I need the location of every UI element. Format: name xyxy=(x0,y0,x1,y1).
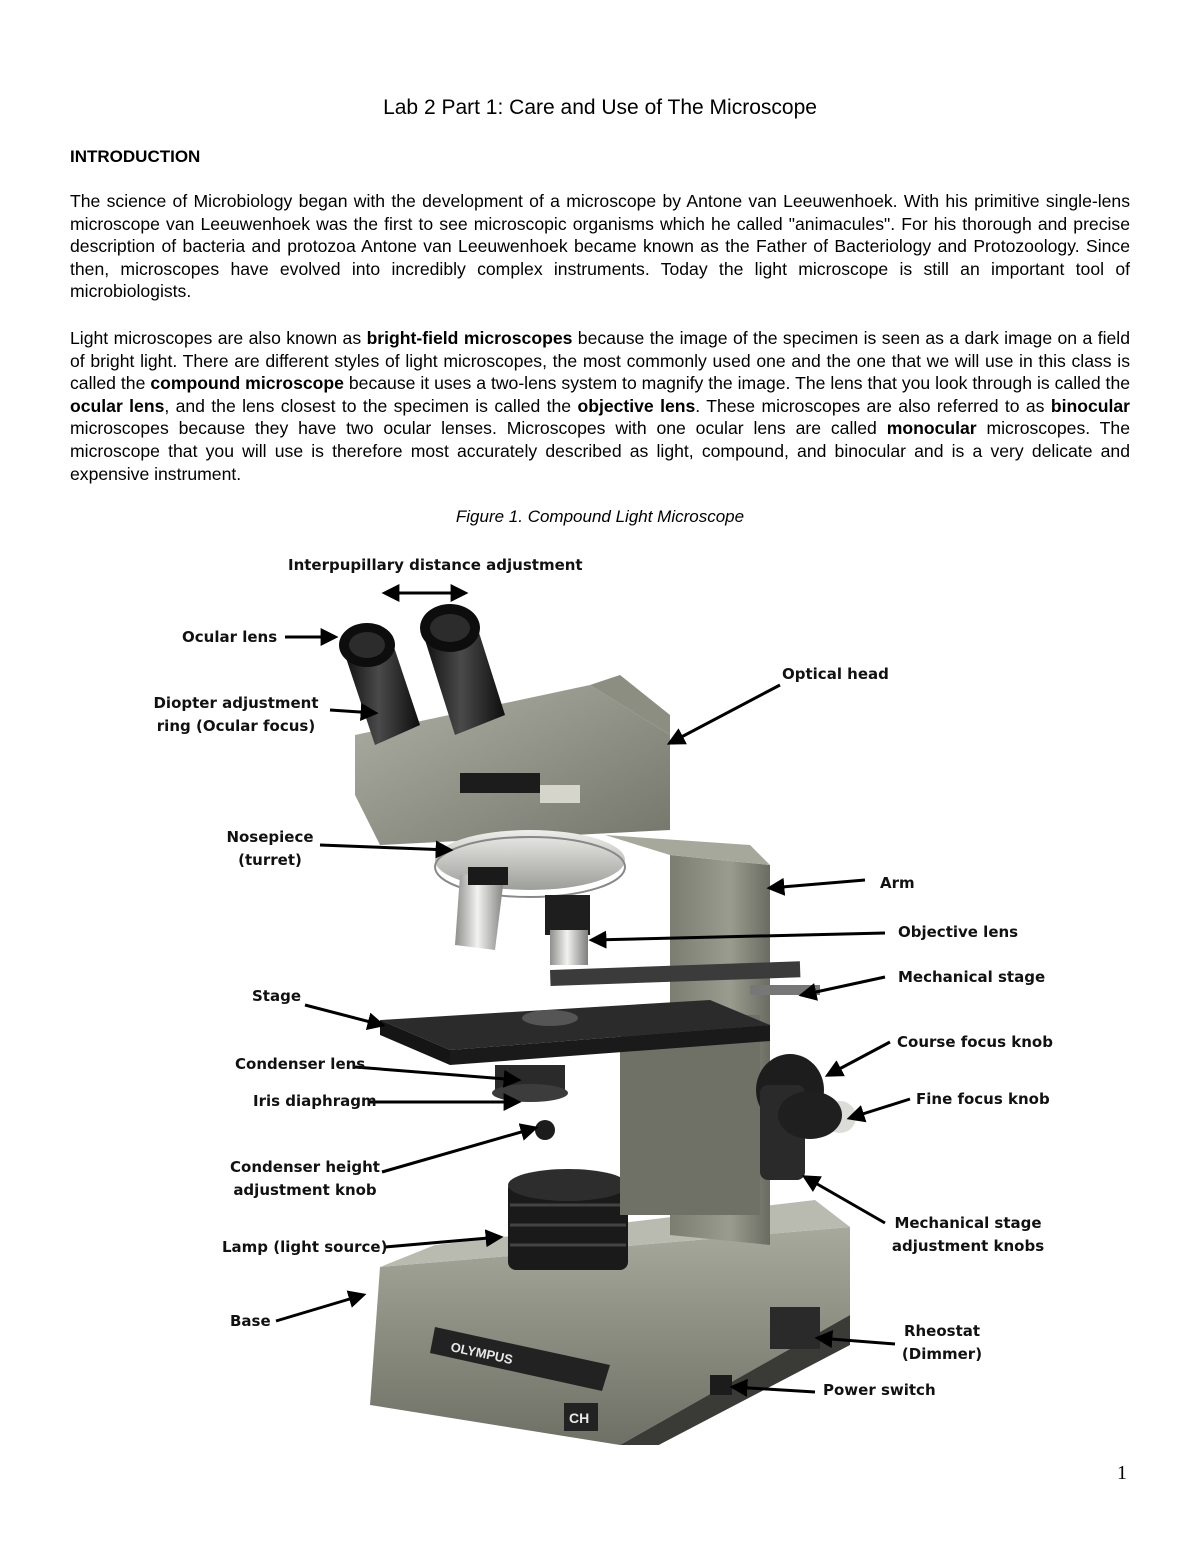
page-title: Lab 2 Part 1: Care and Use of The Microscope xyxy=(383,96,817,119)
label-nosepiece-line1: Nosepiece xyxy=(226,828,314,846)
p2-text-1: Light microscopes are also known as xyxy=(70,328,367,348)
figure-caption: Figure 1. Compound Light Microscope xyxy=(455,507,745,526)
term-binocular: binocular xyxy=(1050,395,1131,416)
label-nosepiece xyxy=(222,826,318,872)
p2-text-5: . These microscopes are also referred to as xyxy=(695,395,1051,416)
brand-model-text: CH xyxy=(569,1410,590,1426)
term-ocular-lens: ocular lens xyxy=(70,395,165,416)
label-fine-focus: Fine focus knob xyxy=(916,1090,1050,1108)
page-number: 1 xyxy=(1117,1462,1127,1484)
term-bright-field: bright-field microscopes xyxy=(366,328,573,348)
label-arm: Arm xyxy=(880,874,915,892)
label-base: Base xyxy=(230,1312,271,1330)
label-optical-head: Optical head xyxy=(782,665,889,683)
label-rheostat-line2: (Dimmer) xyxy=(901,1345,983,1363)
p2-text-3: because it uses a two-lens system to magnify the image. The lens that you look through is called the xyxy=(343,373,1131,394)
label-condenser-lens: Condenser lens xyxy=(235,1055,366,1073)
label-condenser-height xyxy=(225,1156,385,1202)
label-nosepiece-line2: (turret) xyxy=(238,851,302,869)
label-diopter-line2: ring (Ocular focus) xyxy=(156,717,316,735)
label-interpupillary: Interpupillary distance adjustment xyxy=(288,556,583,574)
p2-text-2: because the image of the specimen is seen as a dark image on a field of bright light. There are different styles of light microscopes, the most commonly used one and the one that we will use in this class is called the xyxy=(70,328,1130,394)
label-iris-diaphragm: Iris diaphragm xyxy=(253,1092,377,1110)
lamp-housing xyxy=(508,1169,628,1270)
label-ocular-lens: Ocular lens xyxy=(182,628,278,646)
label-diopter-line1: Diopter adjustment xyxy=(153,694,319,712)
label-diopter xyxy=(152,692,320,738)
label-mech-stage-adj-line1: Mechanical stage xyxy=(894,1214,1042,1232)
intro-paragraph-2 xyxy=(70,327,1130,485)
focus-knobs xyxy=(756,1054,856,1180)
p2-text-6: microscopes because they have two ocular lenses. Microscopes with one ocular lens are called xyxy=(70,418,887,439)
label-condenser-height-line1: Condenser height xyxy=(230,1158,380,1176)
term-compound: compound microscope xyxy=(150,373,344,394)
intro-paragraph-1: The science of Microbiology began with the development of a microscope by Antone van Leeuwenhoek. With his primitive single-lens microscope van Leeuwenhoek was the first to see microscopic organisms which he called "animacules". For his thorough and precise description of bacteria and protozoa Antone van Leeuwenhoek became known as the Father of Bacteriology and Protozoology. Since then, microscopes have evolved into incredibly complex instruments. Today the light microscope is still an important tool of microbiologists. xyxy=(70,191,1130,302)
eyepiece-right xyxy=(420,604,505,735)
label-rheostat-line1: Rheostat xyxy=(903,1322,981,1340)
label-rheostat xyxy=(895,1320,989,1366)
label-power-switch: Power switch xyxy=(823,1381,936,1399)
label-lamp: Lamp (light source) xyxy=(222,1238,388,1256)
section-heading: INTRODUCTION xyxy=(70,147,201,166)
label-mech-stage-adj-line2: adjustment knobs xyxy=(891,1237,1045,1255)
eyepiece-left xyxy=(339,623,420,745)
label-course-focus: Course focus knob xyxy=(897,1033,1053,1051)
term-objective-lens: objective lens xyxy=(577,395,696,416)
p2-text-7: microscopes. The microscope that you will use is therefore most accurately described as light, compound, and binocular and is a very delicate and expensive instrument. xyxy=(70,418,1130,484)
label-objective-lens: Objective lens xyxy=(898,923,1019,941)
label-stage: Stage xyxy=(252,987,302,1005)
p2-text-4: , and the lens closest to the specimen is called the xyxy=(164,395,578,416)
brand-maker-text: OLYMPUS xyxy=(449,1339,515,1368)
label-mechanical-stage: Mechanical stage xyxy=(898,968,1046,986)
label-mech-stage-adj xyxy=(888,1212,1048,1258)
label-condenser-height-line2: adjustment knob xyxy=(233,1181,377,1199)
term-monocular: monocular xyxy=(886,418,977,439)
